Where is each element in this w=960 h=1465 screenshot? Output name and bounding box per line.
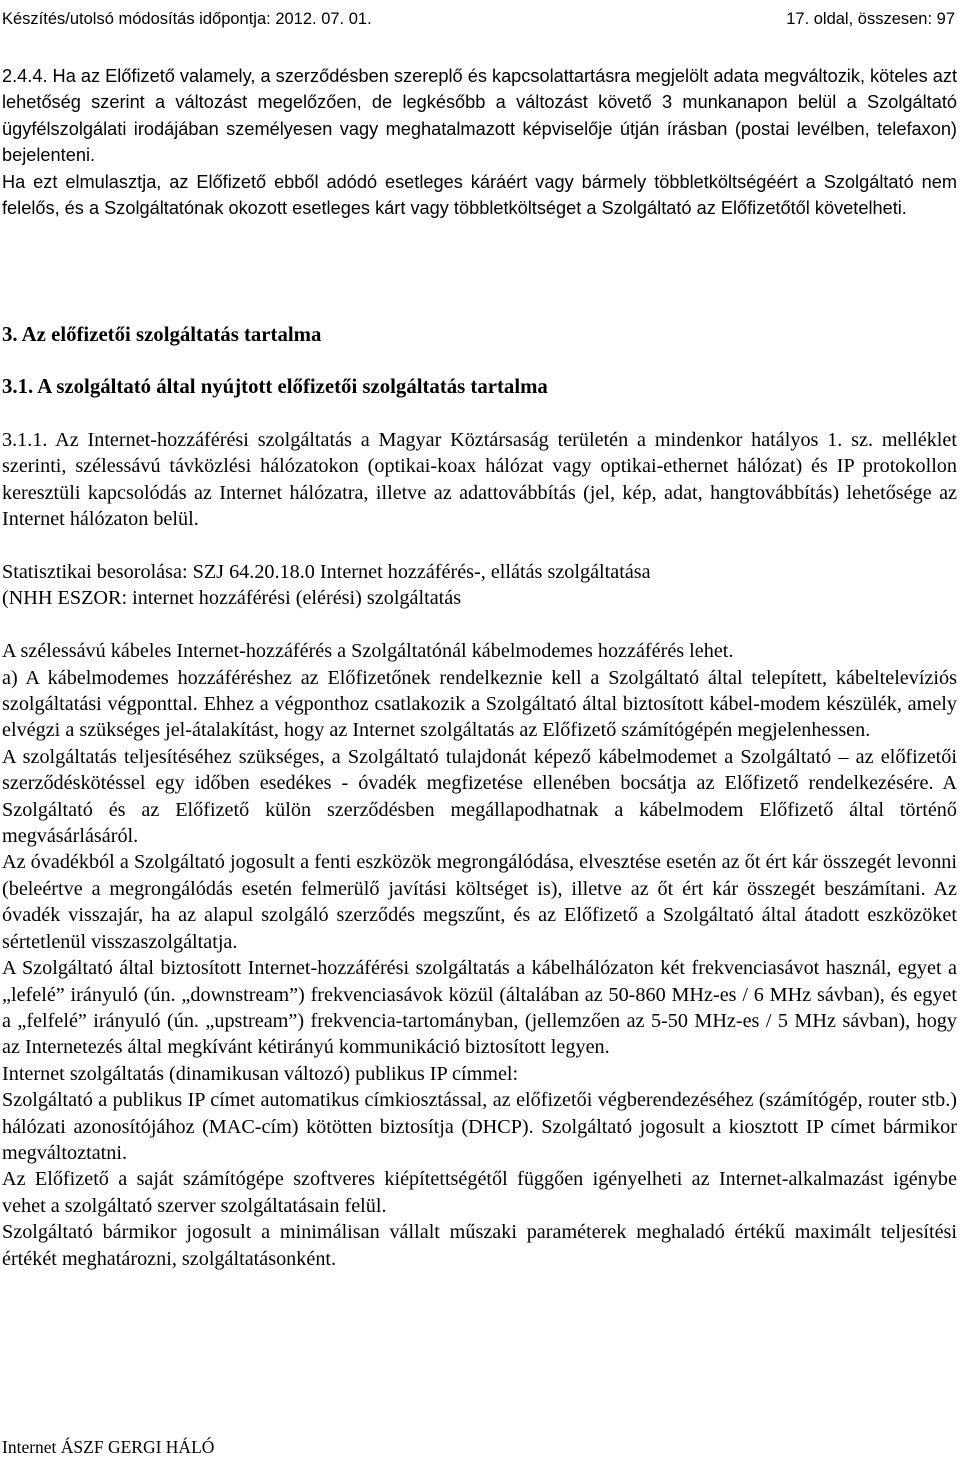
section-3-1-1 (2, 427, 957, 1272)
paragraph: Az óvadékból a Szolgáltató jogosult a fenti eszközök megrongálódása, elvesztése esetén az őt ért kár összegét levonni (beleértve a megrongálódás esetén felmerülő javítási költséget is), illetve az őt ért kár összegét beszámítani. Az óvadék visszajár, ha az alapul szolgáló szerződés megszűnt, és az Előfizető a Szolgáltató által átadott eszközöket sértetlenül visszaszolgáltatja. (2, 851, 957, 953)
paragraph: Szolgáltató a publikus IP címet automatikus címkiosztással, az előfizetői végberendezéséhez (számítógép, router stb.) hálózati azonosítójához (MAC-cím) kötötten biztosítja (DHCP). Szolgáltató jogosult a kiosztott IP címet bármikor megváltoztatni. (2, 1089, 957, 1164)
paragraph: A Szolgáltató által biztosított Internet-hozzáférési szolgáltatás a kábelhálózaton két frekvenciasávot használ, egyet a „lefelé” irányuló (ún. „downstream”) frekvenciasávok közül (általában az 50-860 MHz-es / 6 MHz sávban), és egyet a „felfelé” irányuló (ún. „upstream”) frekvencia-tartományban, (jellemzően az 5-50 MHz-es / 5 MHz sávban), hogy az Internetezés által megkívánt kétirányú kommunikáció biztosított legyen. (2, 957, 957, 1059)
paragraph: 2.4.4. Ha az Előfizető valamely, a szerződésben szereplő és kapcsolattartásra megjelölt adata megváltozik, köteles azt lehetőség szerint a változást megelőzően, de legkésőbb a változást követő 3 munkanapon belül a Szolgáltató ügyfélszolgálati irodájában személyesen vagy meghatalmazott képviselője útján írásban (postai levélben, telefaxon) bejelenteni. (2, 66, 957, 166)
paragraph: A szélessávú kábeles Internet-hozzáférés a Szolgáltatónál kábelmodemes hozzáférés lehet. (2, 640, 734, 663)
header-page-count: 17. oldal, összesen: 97 (786, 10, 955, 28)
page-header (2, 10, 955, 32)
paragraph: Szolgáltató bármikor jogosult a minimálisan vállalt műszaki paraméterek meghaladó értékű maximált teljesítési értékét meghatározni, szolgáltatásonként. (2, 1221, 957, 1270)
paragraph: Internet szolgáltatás (dinamikusan változó) publikus IP címmel: (2, 1062, 519, 1085)
paragraph: Statisztikai besorolása: SZJ 64.20.18.0 Internet hozzáférés-, ellátás szolgáltatása (2, 561, 651, 584)
paragraph: Az Előfizető a saját számítógépe szoftveres kiépítettségétől függően igényelheti az Internet-alkalmazást igénybe vehet a szolgáltató szerver szolgáltatásain felül. (2, 1168, 957, 1217)
header-date: Készítés/utolsó módosítás időpontja: 2012. 07. 01. (2, 10, 372, 28)
heading-3-1: 3.1. A szolgáltató által nyújtott előfizetői szolgáltatás tartalma (2, 375, 548, 398)
paragraph: A szolgáltatás teljesítéséhez szükséges, a Szolgáltató tulajdonát képező kábelmodemet a Szolgáltató – az előfizetői szerződéskötéssel egy időben esedékes - óvadék megfizetése ellenében bocsátja az Előfizető rendelkezésére. A Szolgáltató és az Előfizető külön szerződésben megállapodhatnak a kábelmodem Előfizető által történő megvásárlásáról. (2, 745, 957, 848)
page-footer: Internet ÁSZF GERGI HÁLÓ (2, 1437, 215, 1457)
paragraph: Ha ezt elmulasztja, az Előfizető ebből adódó esetleges káráért vagy bármely többletköltségéért a Szolgáltató nem felelős, és a Szolgáltatónak okozott esetleges kárt vagy többletköltséget a Szolgáltató az Előfizetőtől követelheti. (2, 171, 957, 219)
paragraph: (NHH ESZOR: internet hozzáférési (elérési) szolgáltatás (2, 587, 462, 610)
section-2-4-4 (2, 63, 957, 221)
heading-3: 3. Az előfizetői szolgáltatás tartalma (2, 323, 322, 346)
paragraph: a) A kábelmodemes hozzáféréshez az Előfizetőnek rendelkeznie kell a Szolgáltató által telepített, kábeltelevíziós szolgáltatási végponttal. Ehhez a végponthoz csatlakozik a Szolgáltató által biztosított kábel-modem készülék, amely elvégzi a szükséges jel-átalakítást, hogy az Internet szolgáltatás az Előfizető számítógépén megjelenhessen. (2, 666, 957, 742)
paragraph: 3.1.1. Az Internet-hozzáférési szolgáltatás a Magyar Köztársaság területén a mindenkor hatályos 1. sz. melléklet szerinti, szélessávú távközlési hálózatokon (optikai-koax hálózat vagy optikai-ethernet hálózat) és IP protokollon keresztüli kapcsolódás az Internet hálózatra, illetve az adattovábbítás (jel, kép, adat, hangtovábbítás) lehetősége az Internet hálózaton belül. (2, 429, 957, 531)
